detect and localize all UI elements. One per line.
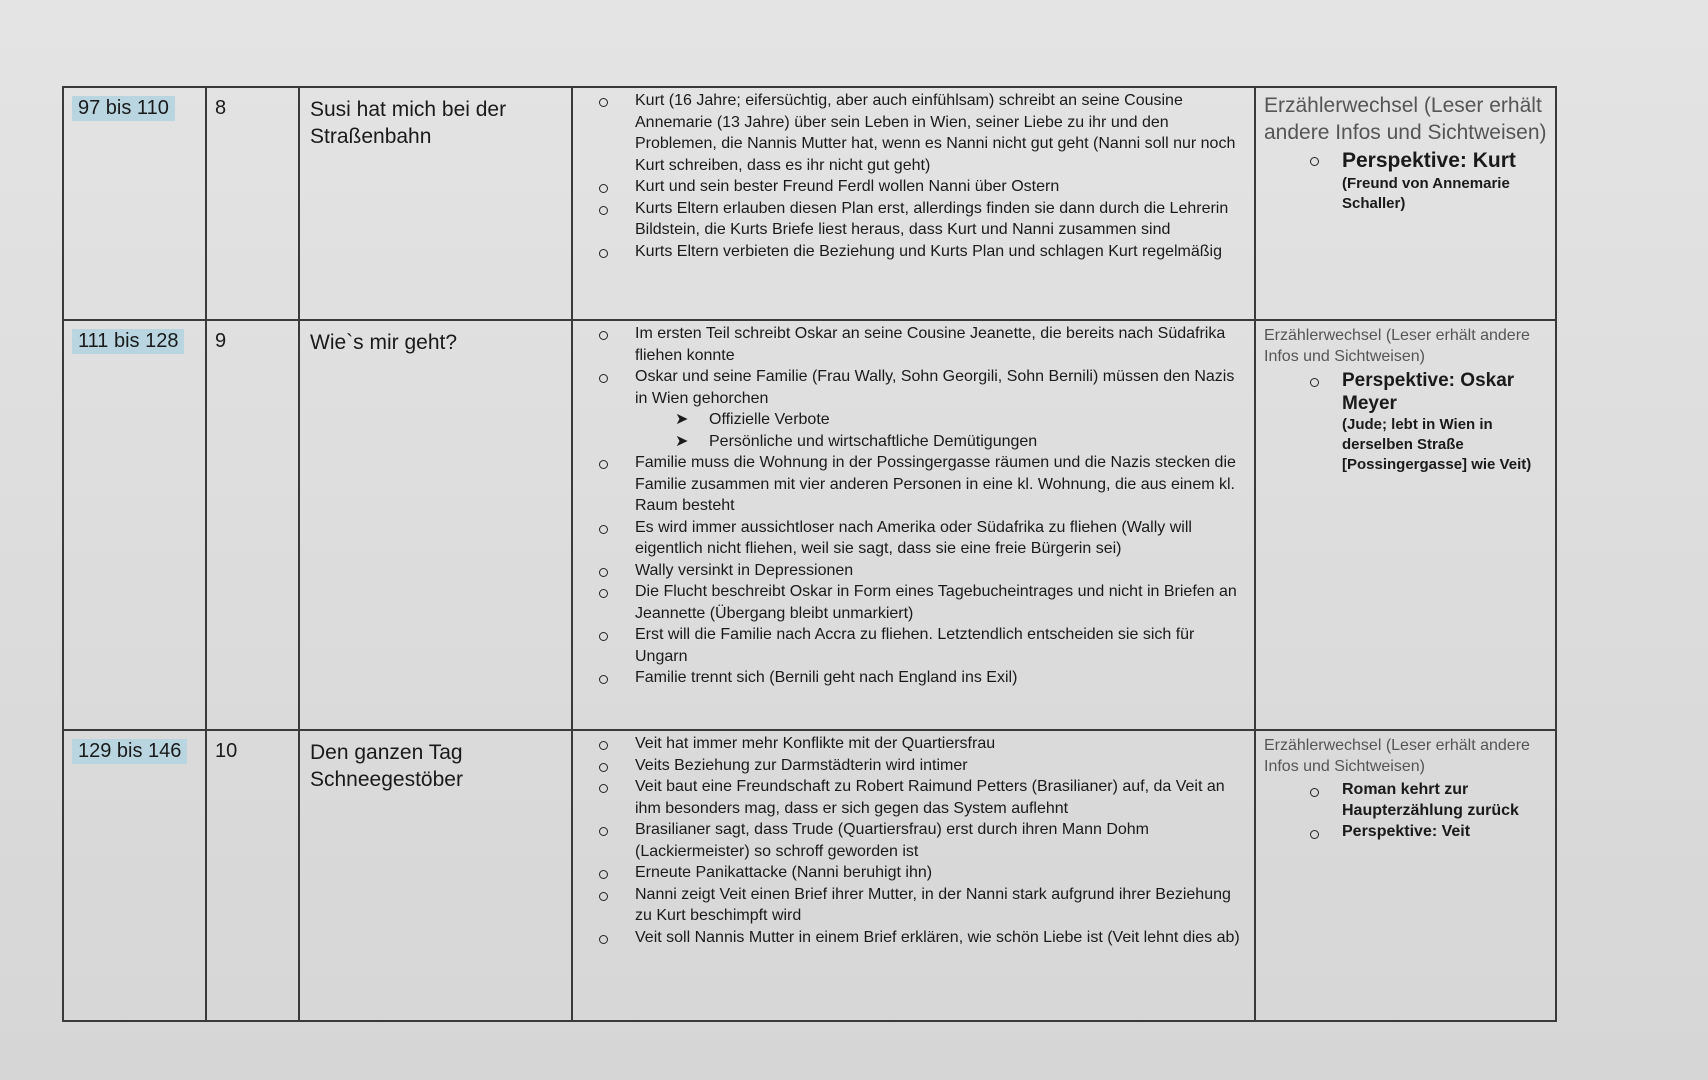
page-range: 97 bis 110 [72, 96, 175, 121]
list-item: Veit soll Nannis Mutter in einem Brief erklären, wie schön Liebe ist (Veit lehnt dies ab) [591, 927, 1246, 949]
sub-list [635, 409, 1246, 452]
list-item: Im ersten Teil schreibt Oskar an seine Cousine Jeanette, die bereits nach Südafrika fliehen konnte [591, 323, 1246, 366]
list-item: Es wird immer aussichtloser nach Amerika oder Südafrika zu fliehen (Wally will eigentlich nicht fliehen, weil sie sagt, dass sie eine freie Bürgerin sei) [591, 517, 1246, 560]
list-item: Erst will die Familie nach Accra zu fliehen. Letztendlich entscheiden sie sich für Ungarn [591, 624, 1246, 667]
list-item: Die Flucht beschreibt Oskar in Form eines Tagebucheintrages und nicht in Briefen an Jeannette (Übergang bleibt unmarkiert) [591, 581, 1246, 624]
circle-bullet-icon [599, 98, 608, 107]
chapter-table [62, 86, 1557, 1022]
title-cell [299, 87, 572, 320]
list-item: Kurt (16 Jahre; eifersüchtig, aber auch einfühlsam) schreibt an seine Cousine Annemarie (13 Jahre) über sein Leben in Wien, seiner Liebe zu ihr und den Problemen, die Nannis Mutter hat, wenn es Nanni nicht gut geht (Nanni soll nur noch Kurt schreiben, dass es ihr nicht gut geht) [591, 90, 1246, 176]
pages-cell [63, 87, 206, 320]
perspective-note: (Jude; lebt in Wien in derselben Straße [Possingergasse] wie Veit) [1342, 416, 1532, 473]
circle-bullet-icon [1310, 788, 1319, 797]
list-item [1306, 369, 1547, 475]
perspective-list [1264, 148, 1547, 214]
list-item: Oskar und seine Familie (Frau Wally, Sohn Georgili, Sohn Bernili) müssen den Nazis in Wien gehorchen ➤ Offizielle Verbote ➤ Persönliche und wirtschaftliche Demütigungen [591, 366, 1246, 452]
list-item [1306, 148, 1547, 214]
table-row [63, 87, 1556, 320]
circle-bullet-icon [599, 827, 608, 836]
list-item: Veit hat immer mehr Konflikte mit der Quartiersfrau [591, 733, 1246, 755]
title-cell [299, 730, 572, 1021]
perspective-list [1264, 369, 1547, 475]
chapter-title [308, 739, 563, 793]
list-item: Familie trennt sich (Bernili geht nach England ins Exil) [591, 667, 1246, 689]
content-cell [572, 320, 1255, 730]
circle-bullet-icon [599, 568, 608, 577]
circle-bullet-icon [599, 589, 608, 598]
narrator-change-heading: Erzählerwechsel (Leser erhält andere Infos und Sichtweisen) [1264, 737, 1530, 775]
circle-bullet-icon [599, 675, 608, 684]
chapter-cell [206, 730, 299, 1021]
circle-bullet-icon [599, 331, 608, 340]
perspective-list [1264, 779, 1547, 842]
perspective-cell [1255, 320, 1556, 730]
sub-list-item: ➤ Persönliche und wirtschaftliche Demütigungen [675, 431, 1246, 453]
arrow-bullet-icon: ➤ [675, 411, 689, 428]
perspective-label: Perspektive: Veit [1342, 823, 1471, 840]
chapter-number: 8 [215, 97, 227, 119]
page-range: 111 bis 128 [72, 329, 184, 354]
list-item: Nanni zeigt Veit einen Brief ihrer Mutter, in der Nanni stark aufgrund ihrer Beziehung zu Kurt beschimpft wird [591, 884, 1246, 927]
list-item [1306, 779, 1547, 821]
list-item: Kurts Eltern erlauben diesen Plan erst, allerdings finden sie dann durch die Lehrerin Bildstein, die Kurts Briefe liest heraus, dass Kurt und Nanni zusammen sind [591, 198, 1246, 241]
pages-cell [63, 730, 206, 1021]
list-item: Wally versinkt in Depressionen [591, 560, 1246, 582]
sub-list-item: ➤ Offizielle Verbote [675, 409, 1246, 431]
chapter-title [308, 329, 563, 356]
list-item: Kurts Eltern verbieten die Beziehung und Kurts Plan und schlagen Kurt regelmäßig [591, 241, 1246, 263]
circle-bullet-icon [599, 374, 608, 383]
circle-bullet-icon [599, 460, 608, 469]
perspective-cell [1255, 730, 1556, 1021]
circle-bullet-icon [599, 935, 608, 944]
content-list [581, 733, 1246, 948]
chapter-title [308, 96, 563, 150]
perspective-cell [1255, 87, 1556, 320]
list-item: Erneute Panikattacke (Nanni beruhigt ihn) [591, 862, 1246, 884]
chapter-title-line: Susi hat mich bei der [310, 98, 507, 121]
circle-bullet-icon [1310, 378, 1319, 387]
perspective-label: Perspektive: Kurt [1342, 149, 1516, 172]
chapter-cell [206, 320, 299, 730]
list-item: Veits Beziehung zur Darmstädterin wird intimer [591, 755, 1246, 777]
arrow-bullet-icon: ➤ [675, 432, 689, 450]
perspective-label: Roman kehrt zur Haupterzählung zurück [1342, 781, 1519, 819]
pages-cell [63, 320, 206, 730]
circle-bullet-icon [1310, 157, 1319, 166]
table-row [63, 320, 1556, 730]
perspective-note: (Freund von Annemarie Schaller) [1342, 175, 1510, 212]
circle-bullet-icon [599, 525, 608, 534]
chapter-cell [206, 87, 299, 320]
chapter-title-line: Wie`s mir geht? [310, 331, 458, 354]
circle-bullet-icon [599, 249, 608, 258]
chapter-title-line: Straßenbahn [310, 125, 432, 148]
circle-bullet-icon [599, 206, 608, 215]
chapter-number: 10 [215, 740, 238, 762]
list-item: Brasilianer sagt, dass Trude (Quartiersfrau) erst durch ihren Mann Dohm (Lackiermeister) so schroff geworden ist [591, 819, 1246, 862]
circle-bullet-icon [599, 632, 608, 641]
content-cell [572, 87, 1255, 320]
list-item [1306, 821, 1547, 842]
list-item: Veit baut eine Freundschaft zu Robert Raimund Petters (Brasilianer) auf, da Veit an ihm besonders mag, dass er sich gegen das System auflehnt [591, 776, 1246, 819]
circle-bullet-icon [1310, 830, 1319, 839]
chapter-title-line: Schneegestöber [310, 768, 463, 791]
content-cell [572, 730, 1255, 1021]
chapter-title-line: Den ganzen Tag [310, 741, 463, 764]
content-list [581, 90, 1246, 262]
chapter-number: 9 [215, 330, 227, 352]
narrator-change-heading: Erzählerwechsel (Leser erhält andere Infos und Sichtweisen) [1264, 94, 1547, 144]
circle-bullet-icon [599, 870, 608, 879]
perspective-label: Perspektive: Oskar Meyer [1342, 370, 1515, 414]
content-list [581, 323, 1246, 689]
circle-bullet-icon [599, 892, 608, 901]
circle-bullet-icon [599, 184, 608, 193]
circle-bullet-icon [599, 784, 608, 793]
table-row [63, 730, 1556, 1021]
title-cell [299, 320, 572, 730]
circle-bullet-icon [599, 741, 608, 750]
list-item: Familie muss die Wohnung in der Possingergasse räumen und die Nazis stecken die Familie zusammen mit vier anderen Personen in eine kl. Wohnung, die aus einem kl. Raum besteht [591, 452, 1246, 517]
list-item: Kurt und sein bester Freund Ferdl wollen Nanni über Ostern [591, 176, 1246, 198]
narrator-change-heading: Erzählerwechsel (Leser erhält andere Infos und Sichtweisen) [1264, 327, 1530, 365]
page-range: 129 bis 146 [72, 739, 187, 764]
circle-bullet-icon [599, 763, 608, 772]
